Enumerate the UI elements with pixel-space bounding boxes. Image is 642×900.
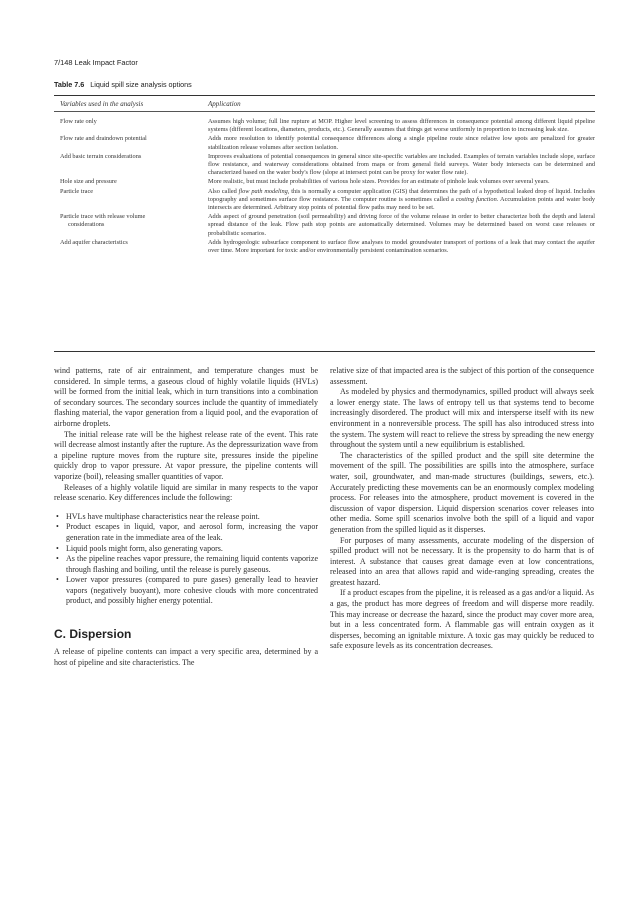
body-paragraph: The initial release rate will be the highest release rate of the event. This rate will decrease almost instantly after the rupture. As the depressurization wave from a pipeline rupture moves from the rupture site, pressures inside the pipeline quickly drop to vapor pressure. At vapor pressure, the pipeline contents will vaporize (boil), releasing smaller quantities of vapor. <box>54 429 318 481</box>
table-cell-application: More realistic, but must include probabilities of various hole sizes. Provides for an estimate of pinhole leak volumes over several years. <box>208 178 550 186</box>
right-column <box>330 366 594 652</box>
list-item: • Lower vapor pressures (compared to pure gases) generally lead to heavier vapors (negatively buoyant), more cohesive clouds with more concentrated product, and possibly higher energy potential. <box>54 575 318 607</box>
table-cell-variable: Flow rate only <box>60 118 97 125</box>
body-paragraph: Releases of a highly volatile liquid are similar in many respects to the vapor release scenario. Key differences include the following: <box>54 482 318 503</box>
table-row <box>54 135 595 151</box>
table-cell-application: Adds aspect of ground penetration (soil permeability) and driving force of the volume release in order to better characterize both the depth and lateral spread distance of the leak. Flow path stop points are automatically determined. Volumes may be determined based on worst case releases or probabilistic scenarios. <box>208 213 595 237</box>
app-text-emphasis: costing function <box>455 195 497 203</box>
table-cell-application: Adds hydrogeologic subsurface component to surface flow analyses to model groundwater transport of portions of a leak that may contact the aquifer over time. More important for toxic and/or environmentally persistent contamination scenarios. <box>208 238 595 255</box>
bullet-list <box>54 512 318 607</box>
body-paragraph: For purposes of many assessments, accurate modeling of the dispersion of spilled product will not be necessary. It is the propensity to do harm that is of interest. A substance that causes great damage even at low concentrations, released into an area that allows rapid and wide-ranging spreading, creates the greatest hazard. <box>330 535 594 587</box>
variable-line: considerations <box>68 221 105 229</box>
table-body <box>54 118 595 256</box>
table-row <box>54 118 595 134</box>
table-header-rule <box>54 111 595 112</box>
section-heading: C. Dispersion <box>54 627 132 642</box>
app-text: . Accumulation points and water body intersects are determined. Arbitrary stop points of potential flow paths may need to be set. <box>208 195 595 212</box>
table-row <box>54 178 595 186</box>
table-cell-application: Improves evaluations of potential consequences in general since site-specific variables are included. Examples of terrain variables include slope, surface flow resistance, and waterway considerations obtained from maps or from general field surveys. Water body intersects can be determined and characterized based on the water body's flow (slope at intersect point can be proxy for water flow rate). <box>208 152 595 177</box>
body-paragraph: relative size of that impacted area is the subject of this portion of the consequence assessment. <box>330 366 594 386</box>
body-paragraph: The characteristics of the spilled product and the spill site determine the movement of the spill. The possibilities are spills into the atmosphere, surface water, soil, groundwater, and man-made structures (buildings, sewers, etc.). Accurately predicting these movements can be an enormously complex modeling process. For releases into the atmosphere, product movement is covered in the discussion of vapor dispersion. Liquid dispersion scenarios cover releases into other media. Some spill scenarios involve both the spill of a liquid and vapor generation from the spilled liquid as it disperses. <box>330 450 594 534</box>
variable-line: Particle trace with release volume <box>60 213 146 221</box>
table-row <box>54 188 595 213</box>
table-title: Liquid spill size analysis options <box>90 80 192 89</box>
app-text: Also called <box>208 187 239 195</box>
table-cell-variable <box>54 213 202 238</box>
table-cell-variable: Particle trace <box>60 187 94 195</box>
table-cell-application: Adds more resolution to identify potential consequence differences along a single pipeline route since relative low spots are penalized for greater stabilization release volumes after section isolation. <box>208 135 595 151</box>
table-cell-application <box>202 188 595 213</box>
table-row <box>54 213 595 238</box>
table-bottom-rule <box>54 351 595 352</box>
list-item: • Liquid pools might form, also generating vapors. <box>54 544 318 555</box>
body-paragraph: A release of pipeline contents can impact a very specific area, determined by a host of pipeline and site characteristics. The <box>54 647 318 667</box>
table-header-variables: Variables used in the analysis <box>60 100 144 108</box>
table-cell-variable: Add basic terrain considerations <box>60 152 142 160</box>
page-header: 7/148 Leak Impact Factor <box>54 58 138 67</box>
table-row <box>54 153 595 178</box>
list-item: • Product escapes in liquid, vapor, and aerosol form, increasing the vapor generation rate in the immediate area of the leak. <box>54 522 318 543</box>
table-row <box>54 239 595 255</box>
table-cell-variable: Add aquifer characteristics <box>60 238 128 246</box>
list-item: • As the pipeline reaches vapor pressure, the remaining liquid contents vaporize through flashing and boiling, until the release is purely gaseous. <box>54 554 318 575</box>
table-header-application: Application <box>208 100 241 108</box>
body-paragraph: As modeled by physics and thermodynamics, spilled product will always seek a lower energy state. The laws of entropy tell us that systems tend to become increasingly disordered. The product will mix and intersperse itself with its new environment in a nonreversible process. The spill has also introduced stress into the system. The system will react to relieve the stress by spreading the new energy throughout the system until a new equilibrium is established. <box>330 387 594 450</box>
table-cell-variable: Flow rate and draindown potential <box>60 135 147 143</box>
table-top-rule <box>54 95 595 96</box>
app-text-emphasis: flow path modeling <box>238 187 288 195</box>
table-number: Table 7.6 <box>54 80 85 89</box>
table-cell-application: Assumes high volume; full line rupture at MOP. Higher level screening to assess differences in consequence potential among different liquid pipeline systems (different locations, diameters, products, etc.). Generally assumes that things get worse uniformly in proportion to increasing leak size. <box>208 118 595 134</box>
list-item: • HVLs have multiphase characteristics near the release point. <box>54 512 318 523</box>
body-paragraph: If a product escapes from the pipeline, it is released as a gas and/or a liquid. As a gas, the product has more degrees of freedom and will disperse more readily. This may increase or decrease the hazard, since the product may cover more area, but in a less concentrated form. A flammable gas will entrain oxygen as it disperses, becoming an ignitable mixture. A toxic gas may quickly be reduced to safe exposure levels as its concentration decreases. <box>330 588 594 651</box>
left-column <box>54 366 318 668</box>
table-cell-variable: Hole size and pressure <box>60 178 117 186</box>
app-text: , this is normally a computer application (GIS) that determines the path of a hypothetical leaked drop of liquid. Includes topography and sometimes surface flow resistance. The computer routine is sometimes called a <box>208 187 595 203</box>
table-caption <box>54 80 192 89</box>
body-paragraph: wind patterns, rate of air entrainment, and temperature changes must be considered. In simple terms, a gaseous cloud of highly volatile liquids (HVLs) will be formed from the initial leak, which in turn transitions into a combination of secondary sources. The secondary sources include the quantity of immediately flashing material, the vapor generation from a liquid pool, and the evaporation of airborne droplets. <box>54 366 318 428</box>
